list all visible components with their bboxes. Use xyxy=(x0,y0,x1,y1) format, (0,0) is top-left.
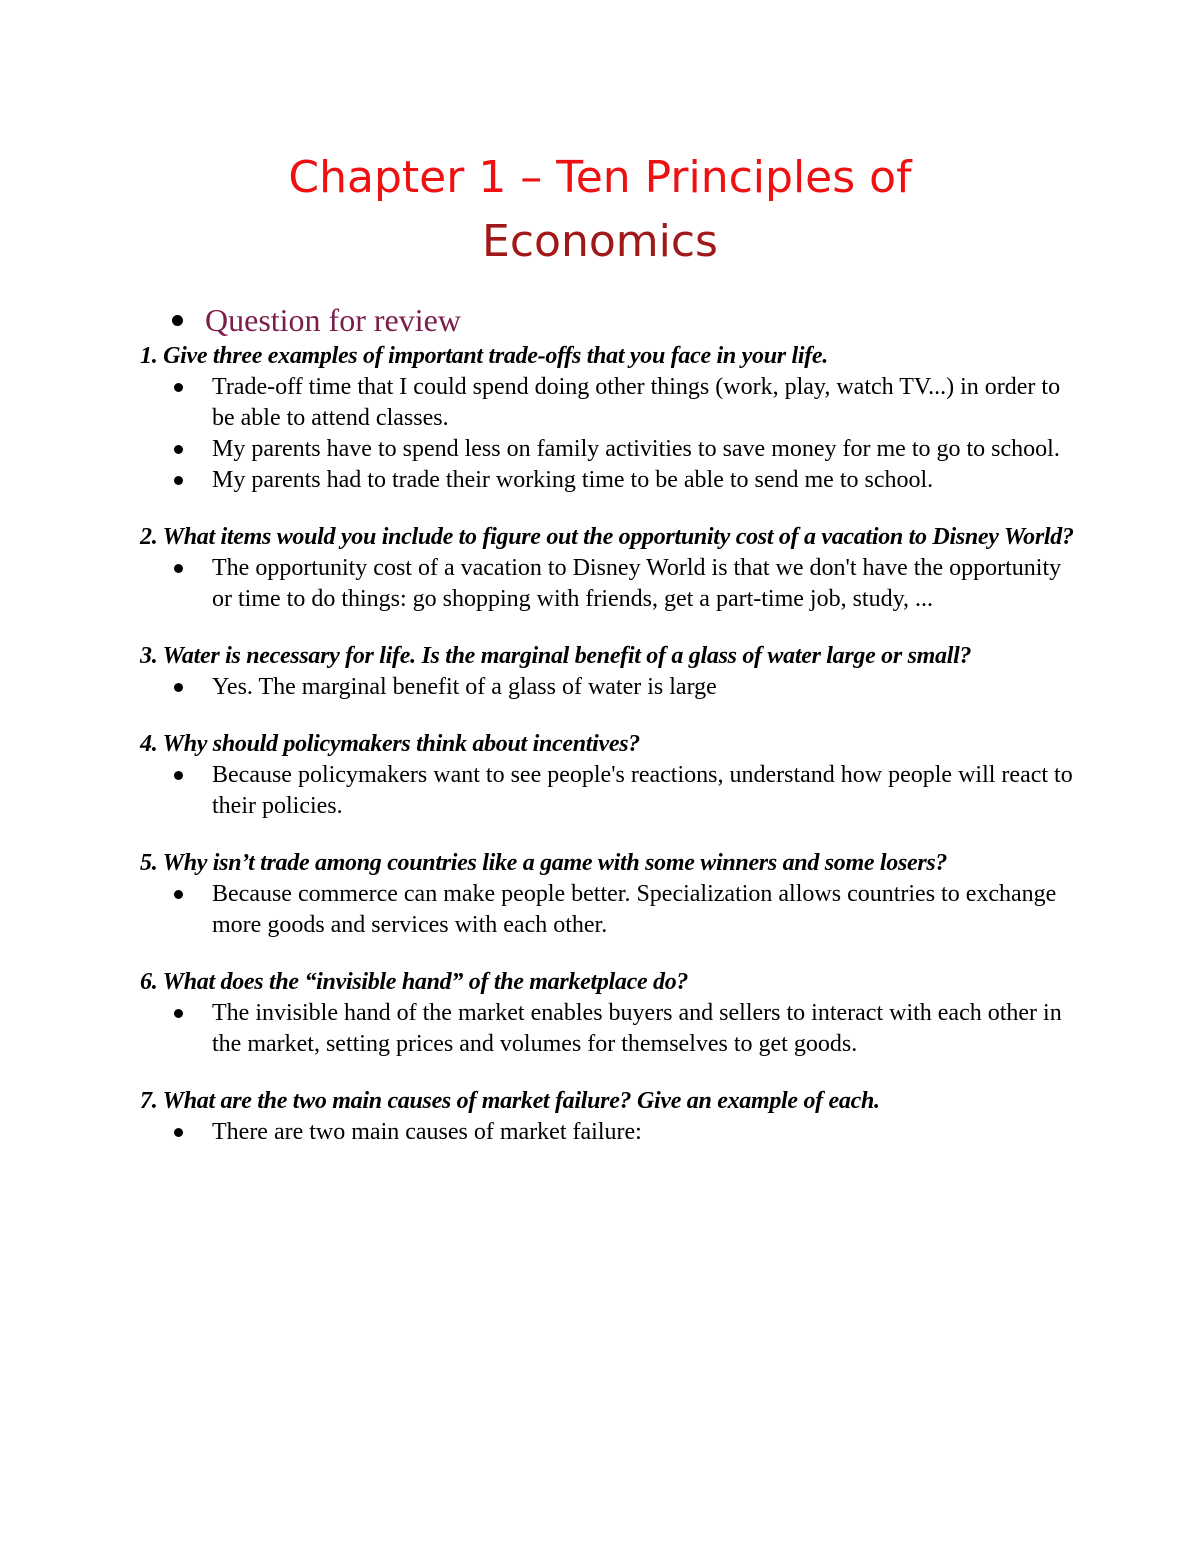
question-block xyxy=(140,522,1080,615)
question-text: 5. Why isn’t trade among countries like a game with some winners and some losers? xyxy=(140,850,948,876)
section-heading xyxy=(172,298,461,342)
question-text: 3. Water is necessary for life. Is the marginal benefit of a glass of water large or small? xyxy=(140,643,972,669)
answer-text: There are two main causes of market failure: xyxy=(212,1119,642,1145)
answer-item xyxy=(212,465,1080,496)
answer-text: Trade-off time that I could spend doing other things (work, play, watch TV...) in order to be able to attend classes. xyxy=(212,374,1061,431)
question-text: 7. What are the two main causes of market failure? Give an example of each. xyxy=(140,1088,880,1114)
page-title xyxy=(0,146,1200,274)
answer-list xyxy=(140,998,1080,1060)
question-text: 1. Give three examples of important trade-offs that you face in your life. xyxy=(140,343,828,369)
title-line-1: Chapter 1 – Ten Principles of xyxy=(288,152,912,203)
question-block xyxy=(140,729,1080,822)
answer-item xyxy=(212,998,1080,1060)
answer-text: Yes. The marginal benefit of a glass of water is large xyxy=(212,674,717,700)
answer-list xyxy=(140,672,1080,703)
answer-text: My parents had to trade their working time to be able to send me to school. xyxy=(212,467,934,493)
question-text: 6. What does the “invisible hand” of the marketplace do? xyxy=(140,969,689,995)
answer-text: The opportunity cost of a vacation to Disney World is that we don't have the opportunity or time to do things: go shopping with friends, get a part-time job, study, ... xyxy=(212,555,1062,612)
bullet-icon xyxy=(174,383,183,392)
answer-list xyxy=(140,760,1080,822)
answer-text: Because policymakers want to see people's reactions, understand how people will react to their policies. xyxy=(212,762,1073,819)
bullet-icon xyxy=(174,476,183,485)
answer-list xyxy=(140,553,1080,615)
answer-text: The invisible hand of the market enables buyers and sellers to interact with each other in the market, setting prices and volumes for themselves to get goods. xyxy=(212,1000,1062,1057)
question-list xyxy=(140,341,1080,1174)
answer-item xyxy=(212,672,1080,703)
question-block xyxy=(140,967,1080,1060)
bullet-icon xyxy=(172,315,183,326)
answer-list xyxy=(140,879,1080,941)
answer-text: Because commerce can make people better. Specialization allows countries to exchange more goods and services with each other. xyxy=(212,881,1057,938)
answer-text: My parents have to spend less on family activities to save money for me to go to school. xyxy=(212,436,1060,462)
answer-item xyxy=(212,879,1080,941)
answer-item xyxy=(212,1117,1080,1148)
title-line-2: Economics xyxy=(482,216,718,267)
question-block xyxy=(140,341,1080,496)
bullet-icon xyxy=(174,683,183,692)
answer-item xyxy=(212,760,1080,822)
section-heading-text: Question for review xyxy=(205,302,461,338)
answer-item xyxy=(212,553,1080,615)
bullet-icon xyxy=(174,1009,183,1018)
question-block xyxy=(140,848,1080,941)
bullet-icon xyxy=(174,771,183,780)
question-text: 4. Why should policymakers think about incentives? xyxy=(140,731,640,757)
bullet-icon xyxy=(174,1128,183,1137)
answer-item xyxy=(212,434,1080,465)
bullet-icon xyxy=(174,564,183,573)
question-block xyxy=(140,641,1080,703)
answer-list xyxy=(140,1117,1080,1148)
question-text: 2. What items would you include to figure out the opportunity cost of a vacation to Disney World? xyxy=(140,524,1074,550)
question-block xyxy=(140,1086,1080,1148)
bullet-icon xyxy=(174,445,183,454)
answer-item xyxy=(212,372,1080,434)
answer-list xyxy=(140,372,1080,496)
bullet-icon xyxy=(174,890,183,899)
